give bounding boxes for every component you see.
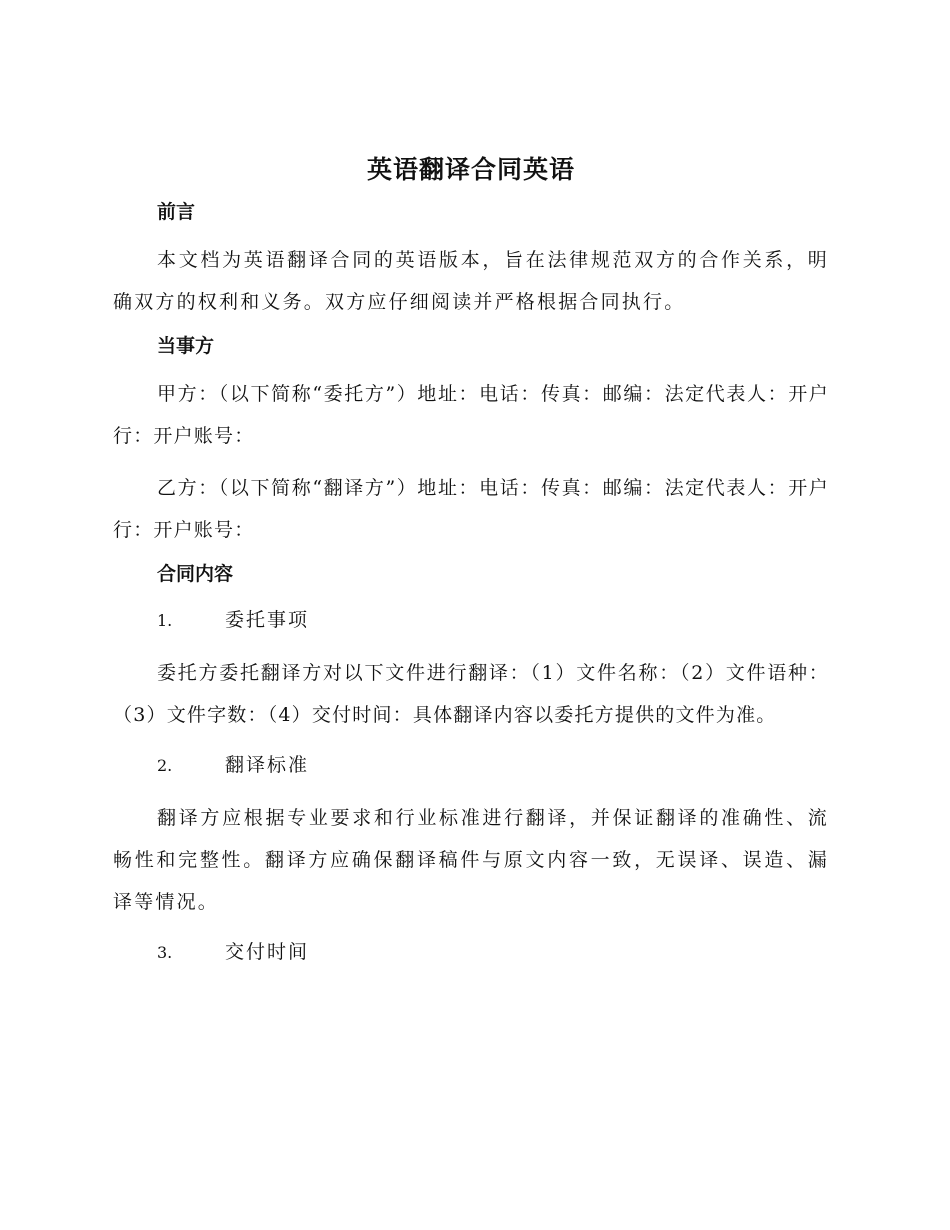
- item-number: 3.: [157, 943, 173, 962]
- item-1-paragraph: 委托方委托翻译方对以下文件进行翻译：（1）文件名称：（2）文件语种：（3）文件字数：（4）交付时间：具体翻译内容以委托方提供的文件为准。: [113, 662, 829, 726]
- section-heading-contract: 合同内容: [157, 563, 234, 585]
- preface-paragraph: 本文档为英语翻译合同的英语版本，旨在法律规范双方的合作关系，明确双方的权利和义务。双方应仔细阅读并严格根据合同执行。: [113, 249, 829, 313]
- document-body: [113, 145, 829, 974]
- item-2-paragraph: 翻译方应根据专业要求和行业标准进行翻译，并保证翻译的准确性、流畅性和完整性。翻译方应确保翻译稿件与原文内容一致，无误译、误造、漏译等情况。: [113, 807, 829, 913]
- contract-item-1: [113, 599, 829, 642]
- item-title: 委托事项: [225, 609, 310, 631]
- item-title: 翻译标准: [225, 754, 310, 776]
- party-a-paragraph: 甲方：（以下简称“委托方”）地址：电话：传真：邮编：法定代表人：开户行：开户账号：: [113, 383, 829, 447]
- party-b-paragraph: 乙方：（以下简称“翻译方”）地址：电话：传真：邮编：法定代表人：开户行：开户账号：: [113, 477, 829, 541]
- item-title: 交付时间: [225, 941, 310, 963]
- contract-item-3: [113, 931, 829, 974]
- item-number: 2.: [157, 756, 173, 775]
- section-heading-preface: 前言: [157, 201, 196, 223]
- contract-item-2: [113, 744, 829, 787]
- document-title: 英语翻译合同英语: [366, 155, 575, 184]
- section-heading-parties: 当事方: [157, 335, 215, 357]
- item-number: 1.: [157, 611, 173, 630]
